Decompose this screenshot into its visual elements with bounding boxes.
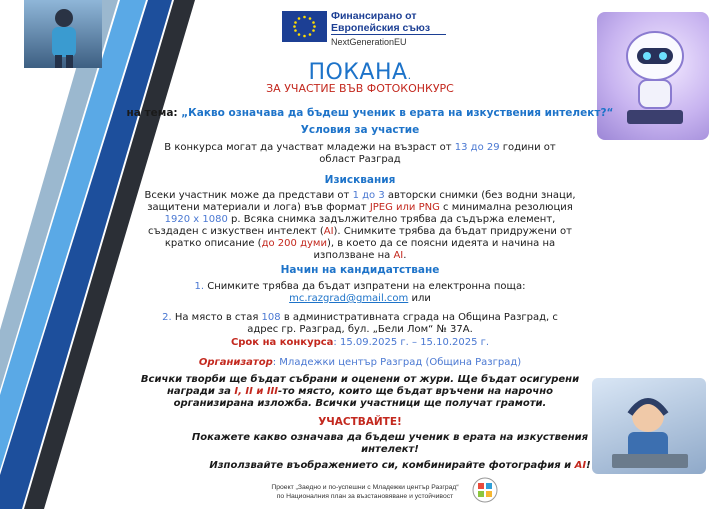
eu-divider [331,34,446,35]
req-t6: ), в което да се поясни идеята и начина на използване на [313,238,556,261]
application-step-1 [140,281,580,305]
title-dot: . [407,69,412,82]
deadline-line [140,337,580,349]
req-t2: авторски снимки (без водни знаци, защитени материали и лога) във формат [147,190,576,213]
conditions-text [140,142,580,166]
theme-label: на тема: [126,107,178,119]
step2-text-a: На място в стая [171,312,262,323]
footer-project-text [240,483,490,501]
req-ai2: AI [393,250,404,261]
conditions-text-b: години от област Разград [319,142,556,165]
step2-text-b: в административната сграда на Община Разград, с адрес гр. Разград, бул. „Бели Лом“ № 37А. [247,312,558,335]
req-ai1: AI [323,226,334,237]
requirements-text [140,190,580,262]
eu-line1: Финансирано от [331,10,417,22]
cta-line2 [190,460,610,472]
req-format: JPEG или PNG [369,202,440,213]
organizer-line [140,357,580,369]
organizer-label: Организатор [198,357,273,368]
student-photo [24,0,102,68]
req-t7: . [403,250,407,261]
step1-or: или [408,293,431,304]
conditions-heading: Условия за участие [300,124,420,136]
eu-funding-text [331,10,430,34]
req-count: 1 до 3 [352,190,385,201]
requirements-section [140,174,580,262]
cta-line2-ai: AI [574,460,587,471]
req-t4: р. Всяка снимка задължително трябва да съдържа елемент, създаден с изкуствен интелект ( [147,214,556,237]
req-t1: Всеки участник може да представи от [144,190,353,201]
theme-line [110,107,630,119]
jury-t1: Всички творби ще бъдат събрани и оценени от жури. Ще бъдат осигурени награди за [140,374,580,397]
page-subtitle: ЗА УЧАСТИЕ ВЪВ ФОТОКОНКУРС [266,82,454,95]
cta-heading: УЧАСТВАЙТЕ! [318,416,402,428]
theme-question: „Какво означава да бъдеш ученик в ерата на изкуствения интелект?“ [177,107,614,119]
deadline-value: : 15.09.2025 г. – 15.10.2025 г. [333,337,490,348]
cta-line2-text: Използвайте въображението си, комбинирайте фотография и [209,460,575,471]
robot-image [597,12,709,140]
conditions-section [140,124,580,166]
req-limit: до 200 думи [261,238,327,249]
requirements-heading: Изисквания [324,174,396,186]
eu-flag-icon [282,11,327,42]
jury-places: I, II и III [234,386,278,397]
jury-t2: -то място, които ще бъдат връчени на нарочно организирана изложба. Всички участници ще получат грамоти. [173,386,553,409]
req-resolution: 1920 х 1080 [164,214,228,225]
title-text: ПОКАНА [308,60,408,85]
conditions-age: 13 до 29 [454,142,500,153]
eu-line2: Европейския съюз [331,22,431,34]
step1-text: Снимките трябва да бъдат изпратени на електронна поща: [204,281,526,292]
footer-line2: по Националния план за възстановяване и устойчивост [276,493,454,500]
eu-line3: NextGenerationEU [331,37,407,47]
cta-line1: Покажете какво означава да бъдеш ученик в ерата на изкуствения интелект! [191,432,589,455]
application-step-2 [140,312,580,336]
footer-line1: Проект „Заедно и по-успешни с Младежки център Разград“ [271,484,459,491]
step2-number: 2. [162,312,172,323]
req-t5: ). Снимките трябва да бъдат придружени от кратко описание ( [164,226,572,249]
application-section [140,264,580,336]
cta-line2-excl: ! [586,460,591,471]
application-heading: Начин на кандидатстване [280,264,440,276]
step2-room: 108 [261,312,281,323]
step1-number: 1. [194,281,205,292]
deadline-label: Срок на конкурса [230,337,334,348]
youth-center-logo-icon [470,476,500,504]
conditions-text-a: В конкурса могат да участват младежи на възраст от [164,142,455,153]
req-t3: с минимална резолюция [439,202,573,213]
email-link[interactable]: mc.razgrad@gmail.com [289,293,409,304]
jury-text [140,374,580,410]
organizer-value: : Младежки център Разград (Община Разград) [272,357,522,368]
